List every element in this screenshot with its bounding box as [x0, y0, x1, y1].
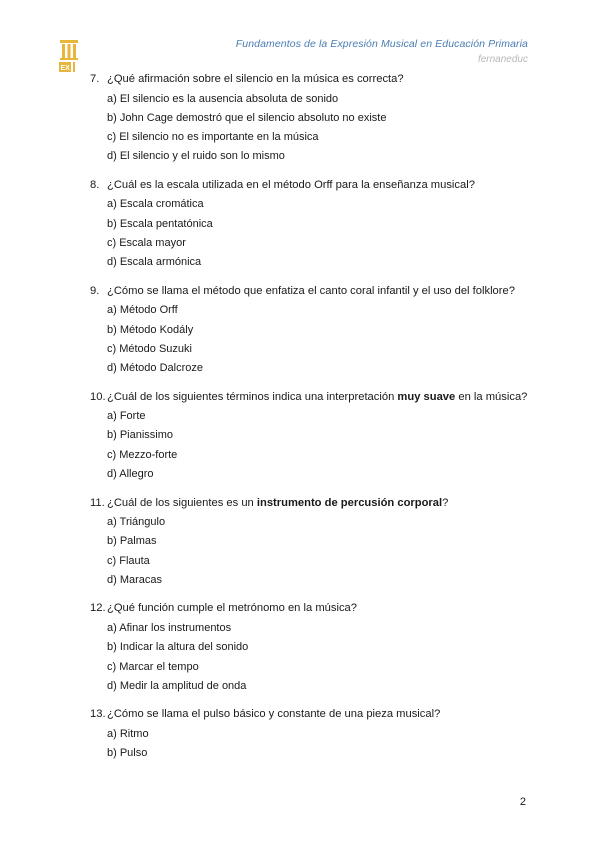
option-c: c) El silencio no es importante en la música [107, 131, 319, 144]
header-author: fernaneduc [477, 54, 528, 65]
question-text: ¿Cuál de los siguientes términos indica una interpretación muy suave en la música? [107, 390, 528, 403]
option-a: a) Forte [107, 410, 146, 423]
option-d: d) Maracas [107, 573, 163, 586]
question-11 [90, 496, 550, 587]
option-a: a) Escala cromática [107, 198, 204, 211]
option-b: b) Escala pentatónica [107, 217, 213, 230]
emphasis-text: muy suave [397, 390, 456, 403]
option-c: c) Escala mayor [107, 236, 186, 249]
option-a: a) El silencio es la ausencia absoluta de sonido [107, 92, 339, 105]
question-text: ¿Qué función cumple el metrónomo en la música? [107, 602, 357, 615]
option-b: b) Pulso [107, 747, 148, 760]
option-b: b) Método Kodály [107, 323, 194, 336]
question-number: 7. [90, 73, 100, 85]
option-a: a) Método Orff [107, 304, 178, 317]
option-a: a) Triángulo [107, 516, 166, 529]
question-text: ¿Qué afirmación sobre el silencio en la música es correcta? [107, 73, 404, 85]
question-number: 12. [90, 602, 106, 615]
page-number: 2 [519, 796, 526, 808]
question-number: 10. [90, 390, 106, 403]
option-a: a) Ritmo [107, 727, 149, 740]
option-d: d) Escala armónica [107, 256, 202, 269]
option-a: a) Afinar los instrumentos [107, 621, 232, 634]
question-9 [90, 284, 550, 375]
svg-text:EX: EX [60, 65, 70, 72]
question-text: ¿Cuál es la escala utilizada en el método Orff para la enseñanza musical? [107, 178, 475, 191]
header-title: Fundamentos de la Expresión Musical en Educación Primaria [235, 38, 528, 50]
question-number: 11. [90, 496, 105, 509]
question-list [90, 72, 550, 775]
question-12 [90, 601, 550, 692]
question-number: 8. [90, 178, 100, 191]
question-13 [90, 707, 550, 760]
option-c: c) Flauta [107, 554, 150, 567]
emphasis-text: instrumento de percusión corporal [256, 496, 443, 509]
option-b: b) Palmas [107, 535, 157, 548]
question-8 [90, 178, 550, 269]
option-b: b) Pianissimo [107, 429, 174, 442]
option-d: d) El silencio y el ruido son lo mismo [107, 150, 285, 163]
logo-icon [58, 40, 80, 74]
question-number: 9. [90, 284, 100, 297]
option-d: d) Método Dalcroze [107, 362, 203, 375]
option-d: d) Allegro [107, 468, 154, 481]
question-text: ¿Cómo se llama el método que enfatiza el canto coral infantil y el uso del folklore? [107, 284, 515, 297]
question-text: ¿Cómo se llama el pulso básico y constante de una pieza musical? [107, 708, 441, 721]
option-c: c) Método Suzuki [107, 342, 192, 355]
option-d: d) Medir la amplitud de onda [107, 679, 247, 692]
question-text: ¿Cuál de los siguientes es un instrumento de percusión corporal? [107, 496, 449, 509]
option-b: b) Indicar la altura del sonido [107, 641, 249, 654]
option-c: c) Marcar el tempo [107, 660, 199, 673]
question-number: 13. [90, 708, 106, 721]
question-7 [90, 72, 550, 163]
option-c: c) Mezzo-forte [107, 448, 178, 461]
option-b: b) John Cage demostró que el silencio absoluto no existe [107, 111, 387, 124]
question-10 [90, 390, 550, 481]
